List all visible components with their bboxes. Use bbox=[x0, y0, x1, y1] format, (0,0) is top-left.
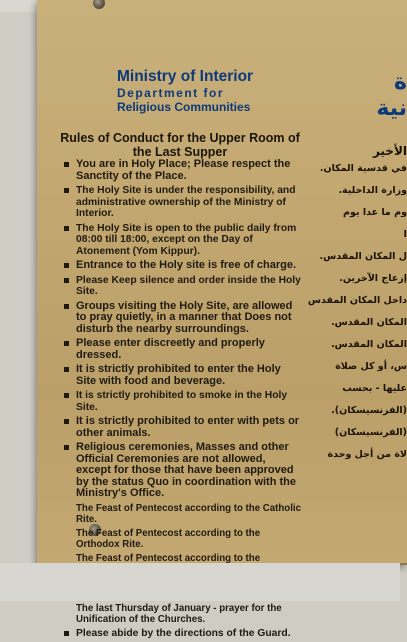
exception-item: The last Thursday of January - prayer for the Unification of the Churches. bbox=[76, 602, 282, 625]
screw-top bbox=[93, 0, 105, 9]
bullet-icon bbox=[64, 188, 69, 193]
arabic-header-1: ة bbox=[394, 70, 407, 95]
rule-item: Please abide by the directions of the Guard. bbox=[64, 628, 302, 640]
arabic-line: وم ما عدا يوم bbox=[343, 207, 407, 218]
ministry-header bbox=[75, 68, 275, 114]
arabic-line: وزارة الداخلية. bbox=[338, 185, 407, 196]
arabic-line: (الفرنسيسكان). bbox=[331, 405, 407, 416]
arabic-title: الأخير bbox=[372, 144, 407, 158]
rule-item: The Holy Site is under the responsibility, and administrative ownership of the Ministry of Interior. bbox=[64, 185, 302, 220]
arabic-line: (الفرنسيسكان) bbox=[334, 427, 407, 438]
rule-item: The Holy Site is open to the public daily from 08:00 till 18:00, except on the Day of Atonement (Yom Kippur). bbox=[64, 223, 302, 258]
arabic-line: لاة من أجل وحدة bbox=[327, 449, 407, 460]
rule-item: It is strictly prohibited to enter the Holy Site with food and beverage. bbox=[64, 364, 302, 387]
bullet-icon bbox=[64, 419, 69, 424]
rule-item: You are in Holy Place; Please respect the Sanctity of the Place. bbox=[64, 159, 302, 182]
arabic-line: داخل المكان المقدس bbox=[307, 295, 407, 306]
rule-item: It is strictly prohibited to smoke in the Holy Site. bbox=[64, 390, 302, 413]
exception-item: The Feast of Pentecost according to the Orthodox Rite. bbox=[76, 527, 261, 550]
bullet-icon bbox=[64, 226, 69, 231]
bullet-icon bbox=[64, 263, 69, 268]
bullet-icon bbox=[64, 631, 69, 636]
exception-item: The Feast of Pentecost according to the bbox=[76, 552, 261, 564]
bullet-icon bbox=[64, 162, 69, 167]
arabic-line: المكان المقدس. bbox=[331, 317, 407, 328]
department-line: Department for bbox=[117, 86, 225, 100]
bullet-icon bbox=[64, 341, 69, 346]
arabic-line: المكان المقدس. bbox=[331, 339, 407, 350]
rule-item: Please enter discreetly and properly dressed. bbox=[64, 338, 302, 361]
ministry-title: Ministry of Interior bbox=[117, 68, 254, 85]
rule-item: Entrance to the Holy site is free of charge. bbox=[64, 260, 302, 272]
rule-item: Please Keep silence and order inside the Holy Site. bbox=[64, 275, 302, 298]
bullet-icon bbox=[64, 393, 69, 398]
exception-item: The Feast of Pentecost according to the Catholic Rite. bbox=[76, 502, 301, 525]
wall-floor bbox=[0, 563, 400, 601]
rules-title: Rules of Conduct for the Upper Room of the Last Supper bbox=[60, 131, 300, 159]
communities-line: Religious Communities bbox=[117, 100, 251, 114]
bullet-icon bbox=[64, 304, 69, 309]
bullet-icon bbox=[64, 278, 69, 283]
arabic-line: عليها - بحسب bbox=[342, 383, 407, 394]
sign-plaque bbox=[37, 0, 407, 639]
arabic-line: ل المكان المقدس. bbox=[319, 251, 407, 262]
arabic-header-2: نية bbox=[376, 96, 407, 121]
bullet-icon bbox=[64, 367, 69, 372]
rule-item: It is strictly prohibited to enter with pets or other animals. bbox=[64, 416, 302, 439]
bullet-icon bbox=[64, 445, 69, 450]
arabic-line: إزعاج الآخرين. bbox=[339, 273, 407, 284]
arabic-text-column bbox=[307, 70, 407, 466]
arabic-line: س، أو كل صلاة bbox=[335, 361, 407, 372]
rule-item: Groups visiting the Holy Site, are allowed to pray quietly, in a manner that Does not disturb the nearby surroundings. bbox=[64, 301, 302, 336]
rule-item: Religious ceremonies, Masses and other Official Ceremonies are not allowed, except for those that have been approved by the status Quo in coordination with the Ministry's Office. bbox=[64, 442, 302, 500]
arabic-line: في قدسية المكان. bbox=[319, 163, 407, 174]
arabic-line: I bbox=[403, 229, 407, 240]
